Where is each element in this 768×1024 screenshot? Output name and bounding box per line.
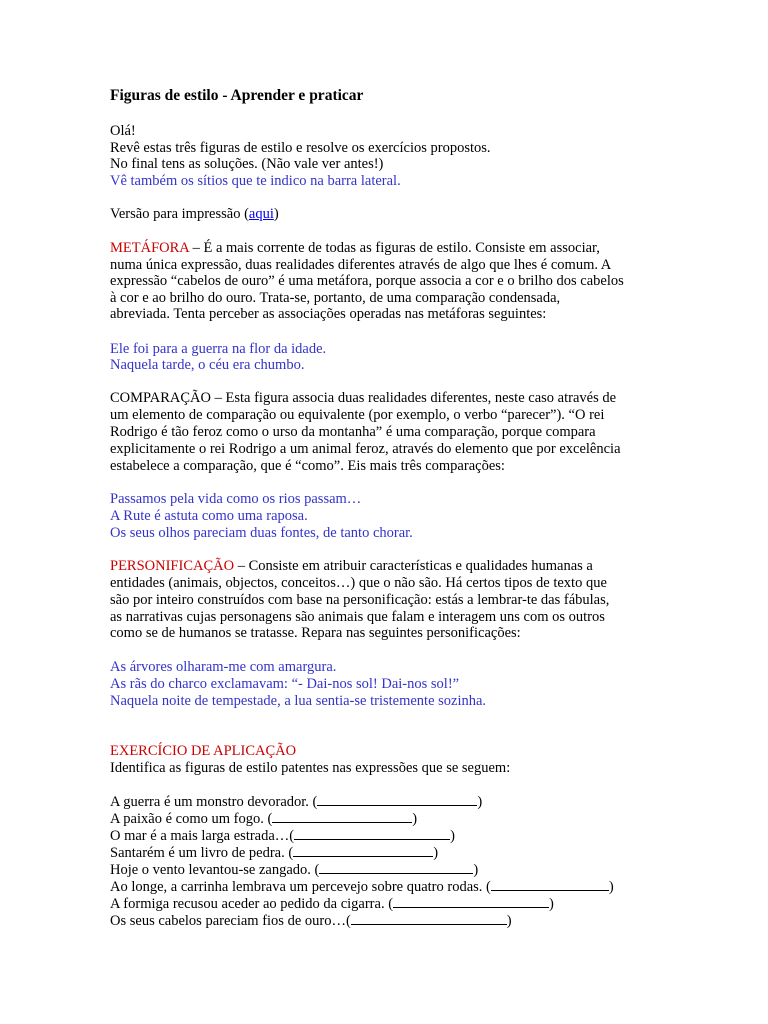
exercise-item-text: Ao longe, a carrinha lembrava um percevejo sobre quatro rodas. ( — [110, 879, 491, 895]
metafora-term: METÁFORA — [110, 240, 189, 256]
comparacao-example: Os seus olhos pareciam duas fontes, de tanto chorar. — [110, 525, 413, 541]
exercise-item-text: A guerra é um monstro devorador. ( — [110, 794, 318, 810]
answer-blank[interactable] — [319, 861, 473, 874]
exercise-item-close: ) — [549, 896, 554, 912]
personificacao-text: – Consiste em atribuir características e qualidades humanas a — [234, 558, 593, 574]
exercise-item-close: ) — [473, 862, 479, 878]
metafora-example: Naquela tarde, o céu era chumbo. — [110, 357, 305, 373]
exercise-item-close: ) — [608, 879, 614, 895]
exercise-item-close: ) — [506, 913, 512, 929]
comparacao-text: Rodrigo é tão feroz como o urso da montanha” é uma comparação, porque compara — [110, 424, 596, 440]
exercise-heading: EXERCÍCIO DE APLICAÇÃO — [110, 743, 297, 759]
personificacao-text: são por inteiro construídos com base na personificação: estás a lembrar-te das fábulas, — [110, 592, 610, 608]
metafora-text: expressão “cabelos de ouro” é uma metáfora, porque associa a cor e o brilho dos cabelos — [110, 273, 624, 289]
exercise-item-text: Os seus cabelos pareciam fios de ouro…( — [110, 913, 351, 929]
exercise-item — [110, 878, 614, 896]
intro-greeting: Olá! — [110, 123, 136, 139]
personificacao-term: PERSONIFICAÇÃO — [110, 558, 235, 574]
answer-blank[interactable] — [317, 793, 477, 806]
exercise-item — [110, 844, 438, 862]
metafora-text: numa única expressão, duas realidades diferentes através de algo que lhes é comum. A — [110, 257, 612, 273]
print-suffix: ) — [273, 206, 279, 222]
exercise-item-text: O mar é a mais larga estrada…( — [110, 828, 295, 844]
personificacao-example: As árvores olharam-me com amargura. — [110, 659, 337, 675]
exercise-item — [110, 912, 512, 930]
personificacao-text: como se de humanos se tratasse. Repara nas seguintes personificações: — [110, 625, 521, 641]
metafora-text: – É a mais corrente de todas as figuras de estilo. Consiste em associar, — [188, 240, 600, 256]
metafora-text: abreviada. Tenta perceber as associações operadas nas metáforas seguintes: — [110, 306, 547, 322]
answer-blank[interactable] — [491, 878, 609, 891]
comparacao-text: um elemento de comparação ou equivalente (por exemplo, o verbo “parecer”). “O rei — [110, 407, 605, 423]
answer-blank[interactable] — [351, 912, 507, 925]
exercise-item-text: Hoje o vento levantou-se zangado. ( — [110, 862, 320, 878]
intro-line: No final tens as soluções. (Não vale ver antes!) — [110, 156, 384, 172]
personificacao-paragraph-line — [110, 558, 593, 575]
answer-blank[interactable] — [294, 827, 450, 840]
comparacao-example: A Rute é astuta como uma raposa. — [110, 508, 308, 524]
answer-blank[interactable] — [293, 844, 433, 857]
personificacao-text: entidades (animais, objectos, conceitos…) que o não são. Há certos tipos de texto que — [110, 575, 607, 591]
comparacao-example: Passamos pela vida como os rios passam… — [110, 491, 362, 507]
comparacao-text: COMPARAÇÃO – Esta figura associa duas realidades diferentes, neste caso através de — [110, 390, 617, 406]
exercise-item — [110, 810, 417, 828]
intro-line: Revê estas três figuras de estilo e resolve os exercícios propostos. — [110, 140, 491, 156]
print-version-line — [110, 206, 279, 223]
exercise-item — [110, 895, 554, 913]
intro-sidebar-note: Vê também os sítios que te indico na barra lateral. — [110, 173, 401, 189]
page-title: Figuras de estilo - Aprender e praticar — [110, 87, 364, 104]
exercise-item — [110, 861, 478, 879]
exercise-item — [110, 793, 482, 811]
answer-blank[interactable] — [393, 895, 549, 908]
exercise-item-text: Santarém é um livro de pedra. ( — [110, 845, 294, 861]
print-prefix: Versão para impressão ( — [110, 206, 249, 222]
metafora-text: à cor e ao brilho do ouro. Trata-se, portanto, de uma comparação condensada, — [110, 290, 561, 306]
exercise-item-close: ) — [450, 828, 455, 844]
exercise-item-close: ) — [412, 811, 418, 827]
exercise-item-text: A paixão é como um fogo. ( — [110, 811, 273, 827]
metafora-example: Ele foi para a guerra na flor da idade. — [110, 341, 327, 357]
exercise-instruction: Identifica as figuras de estilo patentes nas expressões que se seguem: — [110, 760, 511, 776]
exercise-item-text: A formiga recusou aceder ao pedido da cigarra. ( — [110, 896, 394, 912]
exercise-item-close: ) — [433, 845, 439, 861]
answer-blank[interactable] — [272, 810, 412, 823]
personificacao-example: As rãs do charco exclamavam: “- Dai-nos sol! Dai-nos sol!” — [110, 676, 460, 692]
print-version-link[interactable]: aqui — [248, 206, 274, 222]
metafora-paragraph-line — [110, 240, 600, 257]
exercise-item-close: ) — [477, 794, 483, 810]
exercise-item — [110, 827, 455, 845]
personificacao-example: Naquela noite de tempestade, a lua sentia-se tristemente sozinha. — [110, 693, 487, 709]
comparacao-text: explicitamente o rei Rodrigo a um animal feroz, através do elemento que por excelência — [110, 441, 621, 457]
personificacao-text: as narrativas cujas personagens são animais que falam e interagem uns com os outros — [110, 609, 605, 625]
comparacao-text: estabelece a comparação, que é “como”. Eis mais três comparações: — [110, 458, 505, 474]
